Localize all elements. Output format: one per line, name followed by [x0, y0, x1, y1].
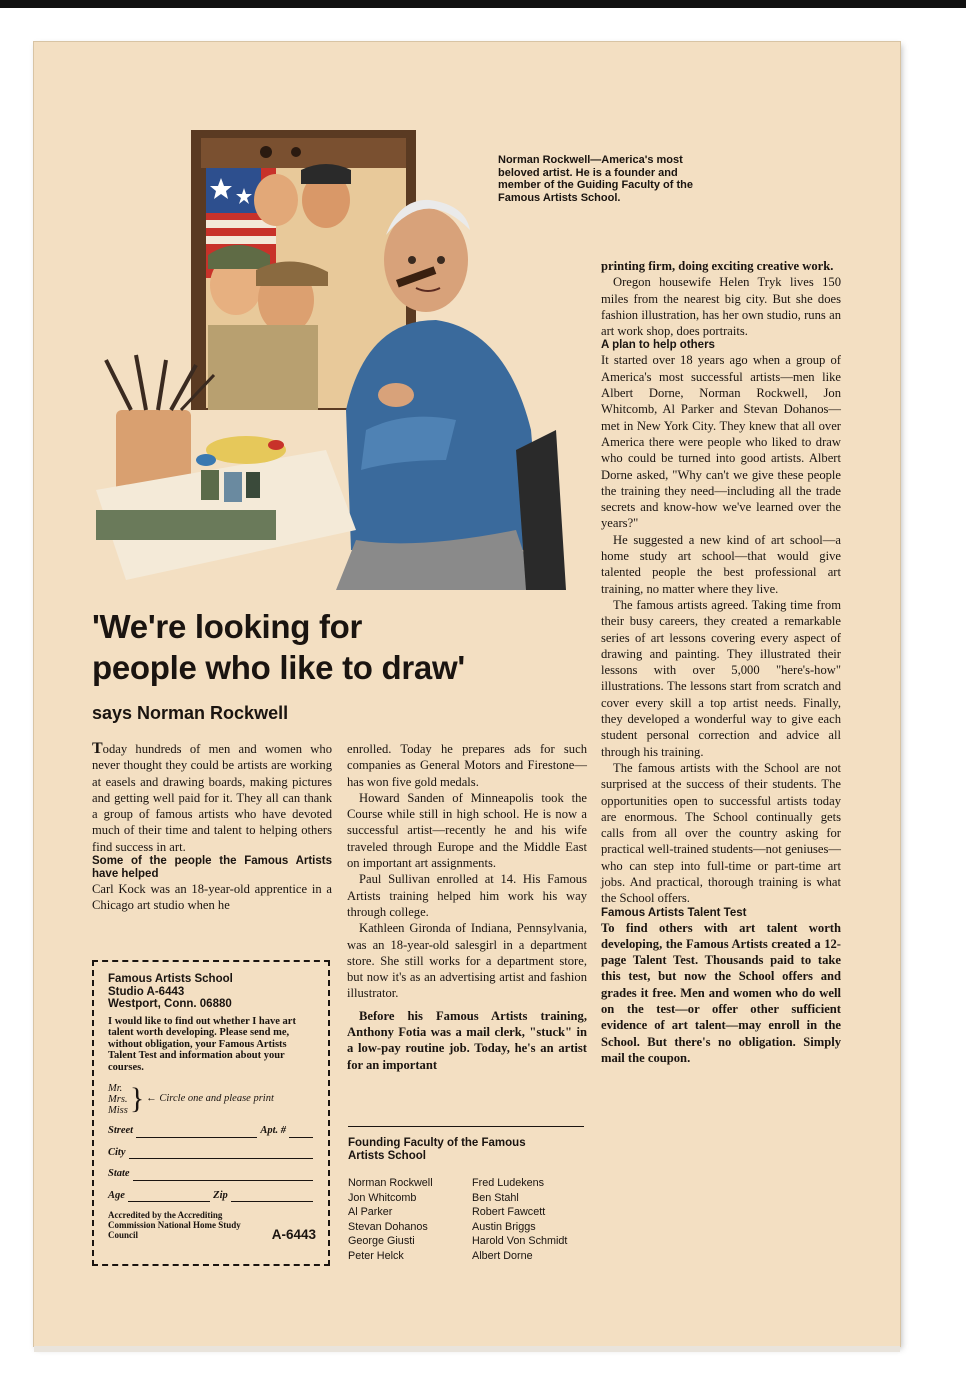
rockwell-painting-illustration [96, 110, 566, 590]
paragraph: printing firm, doing exciting creative work. [601, 259, 834, 273]
coupon-school-name: Famous Artists School [108, 973, 233, 985]
scan-bottom-edge [34, 1346, 900, 1352]
street-field[interactable]: Street Apt. # [108, 1125, 316, 1138]
paragraph: Carl Kock was an 18-year-old apprentice in a Chicago art studio when he [92, 882, 332, 913]
paragraph: He suggested a new kind of art school—a home study art school—that would give talented people the best professional art training, no matter where they live. [601, 532, 841, 596]
faculty-name: Stevan Dohanos [348, 1220, 428, 1233]
drop-cap: T [92, 740, 103, 757]
faculty-name: Ben Stahl [472, 1191, 519, 1204]
coupon-studio: Studio A-6443 [108, 985, 185, 998]
faculty-name: Fred Ludekens [472, 1177, 545, 1189]
faculty-name: Harold Von Schmidt [472, 1235, 568, 1247]
coupon-code: A-6443 [271, 1227, 316, 1242]
paragraph: Paul Sullivan enrolled at 14. His Famous Artists training helped him work his way through college. [347, 872, 587, 919]
title-option-miss[interactable]: Miss [108, 1105, 128, 1116]
title-option-mrs[interactable]: Mrs. [108, 1094, 128, 1105]
faculty-name: Jon Whitcomb [348, 1191, 417, 1204]
paragraph: enrolled. Today he prepares ads for such companies as General Motors and Firestone—has won five gold medals. [347, 742, 587, 789]
coupon-intro: I would like to find out whether I have art talent worth developing. Please send me, without obligation, your Famous Artists Talent Test and information about your courses. [108, 1015, 296, 1073]
article-column-2 [347, 741, 587, 1073]
paragraph: Howard Sanden of Minneapolis took the Course while still in high school. He is now a successful artist—recently he and his wife traveled through Europe and the Middle East on important art assignments. [347, 790, 587, 871]
faculty-name: Austin Briggs [472, 1220, 536, 1233]
brace-icon: } [129, 1082, 145, 1116]
section-subhead: Famous Artists Talent Test [601, 906, 747, 919]
title-option-mr[interactable]: Mr. [108, 1083, 123, 1094]
faculty-name: George Giusti [348, 1235, 415, 1247]
paragraph: Before his Famous Artists training, Anthony Fotia was a mail clerk, "stuck" in a low-pay routine job. Today, he's an artist for an important [347, 1008, 587, 1072]
faculty-name: Albert Dorne [472, 1249, 533, 1262]
accreditation-text: Accredited by the Accrediting Commission National Home Study Council [108, 1210, 241, 1240]
headline-line-2: people who like to draw' [92, 649, 465, 686]
coupon-address: Westport, Conn. 06880 [108, 998, 232, 1010]
headline [92, 606, 562, 688]
paragraph: Today hundreds of men and women who never thought they could be artists are working at easels and drawing boards, making pictures and getting well paid for it. They all can thank a group of famous artists who have devoted much of their time and talent to helping others find success in art. [92, 740, 332, 854]
city-field[interactable]: City [108, 1147, 316, 1160]
article-column-3 [601, 258, 841, 1066]
faculty-name: Al Parker [348, 1206, 393, 1218]
paragraph: The famous artists agreed. Taking time from their busy careers, they created a remarkable series of art lessons covering every aspect of drawing and painting. They illustrated their lessons with over 5,000 "here's-how" illustrations. The lessons start from scratch and cover every skill a top artist needs. Finally, they developed a wonderful way to give each student personal correction and advice all through his training. [601, 597, 841, 759]
faculty-name: Norman Rockwell [348, 1177, 433, 1189]
title-selector[interactable] [108, 1083, 316, 1116]
faculty-name: Peter Helck [348, 1249, 404, 1262]
paragraph: Kathleen Gironda of Indiana, Pennsylvania, was an 18-year-old salesgirl in a department store. She still works for a department store, but now it's as an advertising artist and fashion illustrator. [347, 921, 587, 1001]
paragraph: The famous artists with the School are not surprised at the success of their students. The opportunities open to successful artists today are enormous. The School continually gets calls from all over the country asking for practical well-trained students—not geniuses—who can step into full-time or part-time art jobs. And practical, thorough training is what the School offers. [601, 760, 841, 906]
paragraph: Oregon housewife Helen Tryk lives 150 miles from the nearest big city. But she does fashion illustration, has her own studio, runs an art work shop, does portraits. [601, 275, 841, 339]
headline-line-1: 'We're looking for [92, 608, 363, 645]
scan-top-border [0, 0, 966, 8]
circle-note: ← Circle one and please print [146, 1093, 274, 1105]
illustration-caption: Norman Rockwell—America's most beloved artist. He is a founder and member of the Guiding Faculty of the Famous Artists School. [498, 154, 693, 204]
state-field[interactable]: State [108, 1168, 316, 1181]
section-subhead: A plan to help others [601, 339, 715, 352]
mail-coupon[interactable] [92, 960, 330, 1266]
paragraph: To find others with art talent worth developing, the Famous Artists created a 12-page Talent Test. Thousands paid to take this test, but now the School offers and grades it free. Men and women who do well on the test—or offer other sufficient evidence of art talent—may enroll in the School. But there's no obligation. Simply mail the coupon. [601, 920, 841, 1065]
age-zip-field[interactable]: Age Zip [108, 1190, 316, 1203]
article-column-1 [92, 741, 332, 914]
byline: says Norman Rockwell [92, 703, 289, 723]
section-subhead: Some of the people the Famous Artists have helped [92, 855, 332, 881]
faculty-list [348, 1176, 588, 1263]
faculty-name: Robert Fawcett [472, 1206, 546, 1218]
divider [348, 1126, 584, 1127]
paragraph: It started over 18 years ago when a group of America's most successful artists—men like Albert Dorne, Norman Rockwell, Jon Whitcomb, Al Parker and Stevan Dohanos—met in New York City. They knew that all over America there were people who liked to draw who could be turned into good artists. Albert Dorne asked, "Why can't we give these people the training they need—including all the trade secrets and know-how we've learned over the years?" [601, 353, 841, 531]
accreditation-row [108, 1210, 316, 1240]
faculty-heading: Founding Faculty of the Famous Artists School [348, 1137, 526, 1162]
